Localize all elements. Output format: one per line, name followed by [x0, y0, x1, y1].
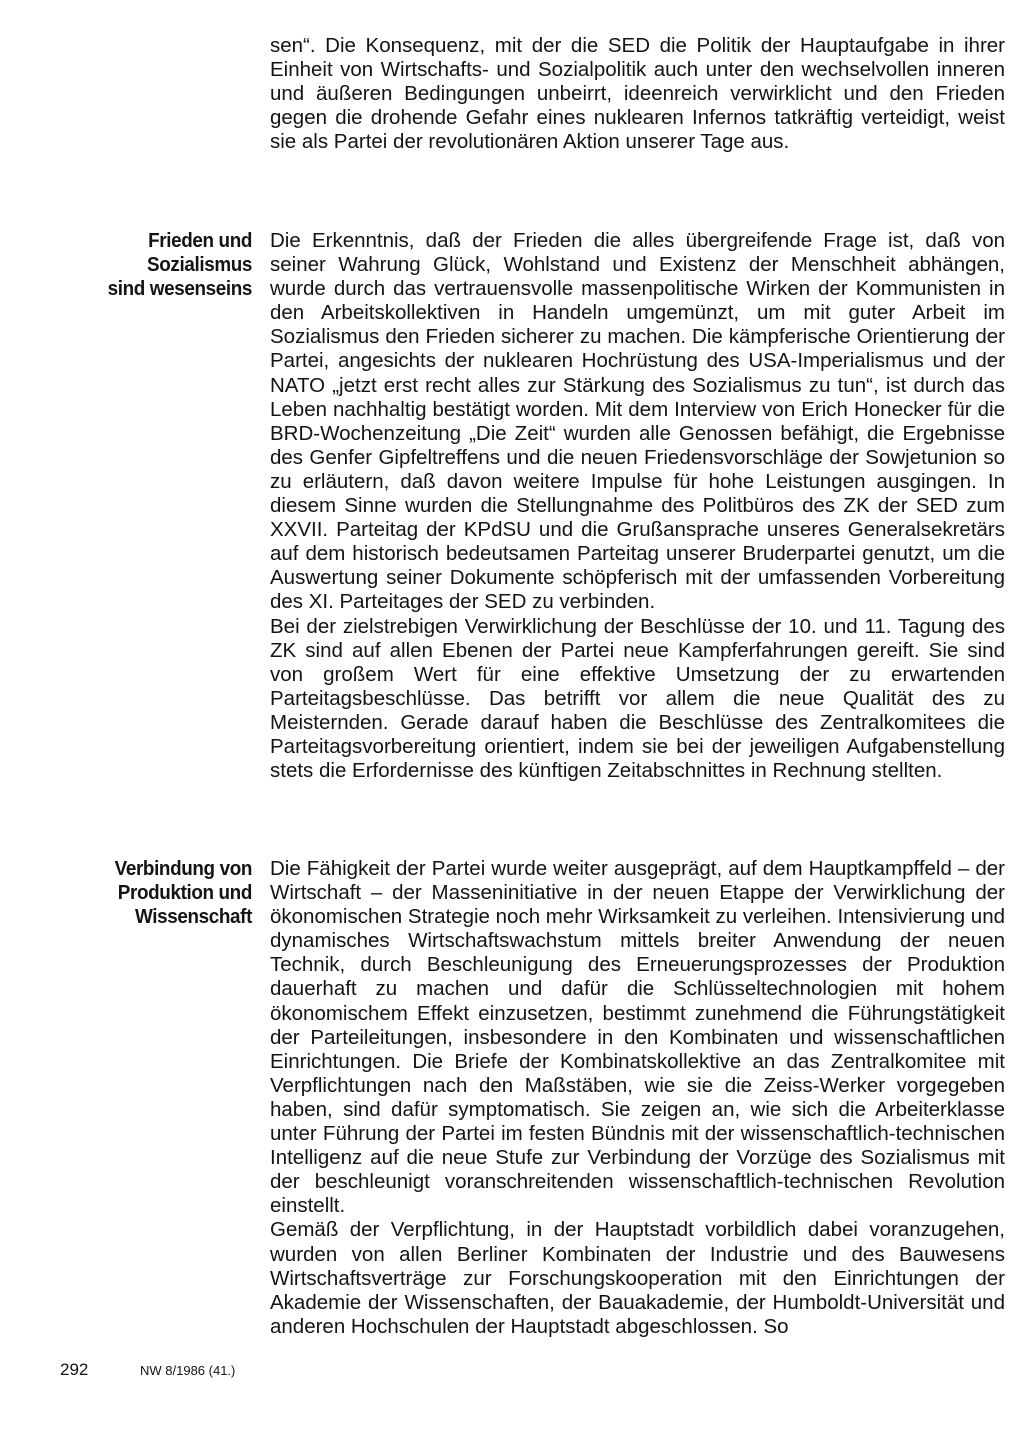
intro-paragraph — [270, 34, 1005, 154]
margin-heading-peace — [85, 229, 252, 301]
paragraph: Bei der zielstrebigen Verwirklichung der Beschlüsse der 10. und 11. Tagung des ZK sind auf allen Ebenen der Partei neue Kampferfahrungen gereift. Sie sind von großem Wert für eine effektive Umsetzung der zu erwartenden Parteitagsbeschlüsse. Das betrifft vor allem die neue Qualität des zu Meisternden. Gerade darauf haben die Beschlüsse des Zentralkomitees die Parteitagsvorbereitung orientiert, indem sie bei der jeweiligen Aufgabenstellung stets die Erfordernisse des künftigen Zeitabschnittes in Rechnung stellten. — [270, 614, 1005, 783]
heading-line: sind wesenseins — [107, 277, 253, 300]
heading-line: Frieden und — [148, 229, 252, 252]
section-peace-body — [270, 229, 1005, 783]
paragraph: Die Fähigkeit der Partei wurde weiter ausgeprägt, auf dem Hauptkampffeld – der Wirtschaft – der Masseninitiative in der neuen Etappe der Verwirklichung der ökonomischen Strategie noch mehr Wirksamkeit zu verleihen. Intensivierung und dynamisches Wirtschaftswachstum mittels breiter Anwendung der neuen Technik, durch Beschleunigung des Erneuerungsprozesses der Produktion dauerhaft zu machen und dafür die Schlüsseltechnologien mit hohem ökonomischem Effekt einzusetzen, bestimmt zunehmend die Führungstätigkeit der Parteileitungen, insbesondere in den Kombinaten und wissenschaftlichen Einrichtungen. Die Briefe der Kombinatskollektive an das Zentralkomitee mit Verpflichtungen nach den Maßstäben, wie sie die Zeiss-Werker vorgegeben haben, sind dafür symptomatisch. Sie zeigen an, wie sich die Arbeiterklasse unter Führung der Partei im festen Bündnis mit der wissenschaftlich-technischen Intelligenz auf die neue Stufe zur Verbindung der Vorzüge des Sozialismus mit der beschleunigt voranschreitenden wissenschaftlich-technischen Revolution einstellt. — [270, 857, 1005, 1218]
margin-heading-science — [85, 857, 252, 929]
heading-line: Produktion und — [117, 881, 252, 904]
heading-line: Verbindung von — [114, 857, 252, 880]
section-science-body — [270, 857, 1005, 1339]
heading-line: Wissenschaft — [135, 905, 252, 928]
journal-reference: NW 8/1986 (41.) — [140, 1363, 236, 1378]
heading-line: Sozialismus — [147, 253, 252, 276]
paragraph: Die Erkenntnis, daß der Frieden die alles übergreifende Frage ist, daß von seiner Wahrung Glück, Wohlstand und Existenz der Menschheit abhängen, wurde durch das vertrauensvolle massenpolitische Wirken der Kommunisten in den Arbeitskollektiven in Handeln umgemünzt, um mit guter Arbeit im Sozialismus den Frieden sicherer zu machen. Die kämpferische Orientierung der Partei, angesichts der nuklearen Hochrüstung des USA-Imperialismus und der NATO „jetzt erst recht alles zur Stärkung des Sozialismus zu tun“, ist durch das Leben nachhaltig bestätigt worden. Mit dem Interview von Erich Honecker für die BRD-Wochenzeitung „Die Zeit“ wurden alle Genossen befähigt, die Ergebnisse des Genfer Gipfeltreffens und die neuen Friedensvorschläge der Sowjetunion so zu erläutern, daß davon weitere Impulse für hohe Leistungen ausgingen. In diesem Sinne wurden die Stellungnahme des Politbüros des ZK der SED zum XXVII. Parteitag der KPdSU und die Grußansprache unseres Generalsekretärs auf dem historisch bedeutsamen Parteitag unserer Bruderpartei genutzt, um die Auswertung seiner Dokumente schöpferisch mit der umfassenden Vorbereitung des XI. Parteitages der SED zu verbinden. — [270, 229, 1005, 614]
paragraph: Gemäß der Verpflichtung, in der Hauptstadt vorbildlich dabei voranzugehen, wurden von allen Berliner Kombinaten der Industrie und des Bauwesens Wirtschaftsverträge zur Forschungskooperation mit den Einrichtungen der Akademie der Wissenschaften, der Bauakademie, der Humboldt-Universität und anderen Hochschulen der Hauptstadt abgeschlossen. So — [270, 1218, 1005, 1338]
paragraph: sen“. Die Konsequenz, mit der die SED die Politik der Hauptaufgabe in ihrer Einheit von Wirtschafts- und Sozialpolitik auch unter den wechselvollen inneren und äußeren Bedingungen unbeirrt, ideenreich verwirklicht und den Frieden gegen die drohende Gefahr eines nuklearen Infernos tatkräftig verteidigt, weist sie als Partei der revolutionären Aktion unserer Tage aus. — [270, 34, 1005, 154]
page-number: 292 — [60, 1360, 89, 1379]
